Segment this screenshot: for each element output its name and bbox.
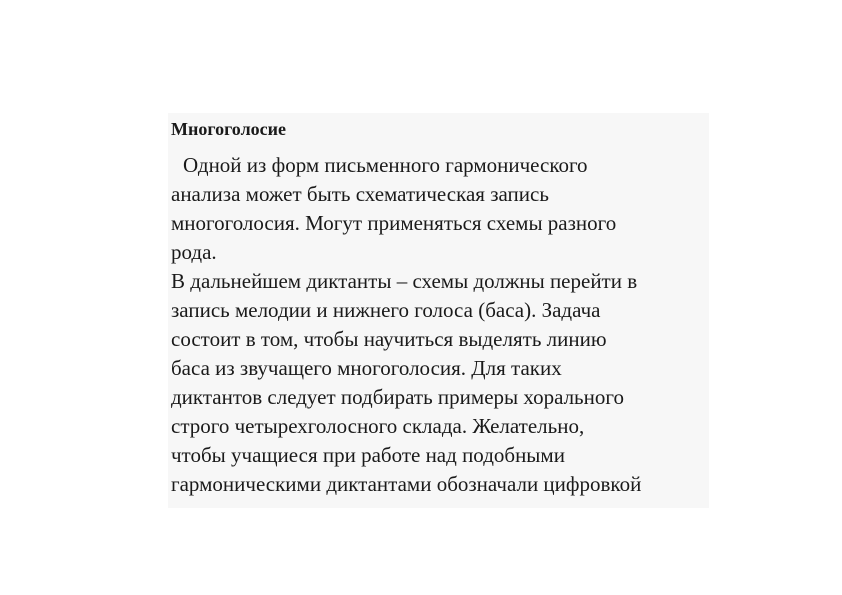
text-line: анализа может быть схематическая запись bbox=[171, 182, 549, 206]
text-line: чтобы учащиеся при работе над подобными bbox=[171, 443, 565, 467]
text-line: В дальнейшем диктанты – схемы должны перейти в bbox=[171, 269, 638, 293]
text-line: Одной из форм письменного гармонического bbox=[183, 153, 588, 177]
text-line: диктантов следует подбирать примеры хорального bbox=[171, 385, 624, 409]
text-block bbox=[168, 113, 709, 508]
text-line: баса из звучащего многоголосия. Для таких bbox=[171, 356, 562, 380]
text-line: гармоническими диктантами обозначали цифровкой bbox=[171, 472, 642, 496]
text-line: состоит в том, чтобы научиться выделять линию bbox=[171, 327, 607, 351]
text-line: запись мелодии и нижнего голоса (баса). Задача bbox=[171, 298, 601, 322]
text-line: многоголосия. Могут применяться схемы разного bbox=[171, 211, 617, 235]
text-line: рода. bbox=[171, 240, 217, 264]
body-paragraph bbox=[171, 151, 709, 499]
section-heading: Многоголосие bbox=[171, 119, 287, 139]
text-line: строго четырехголосного склада. Желательно, bbox=[171, 414, 585, 438]
